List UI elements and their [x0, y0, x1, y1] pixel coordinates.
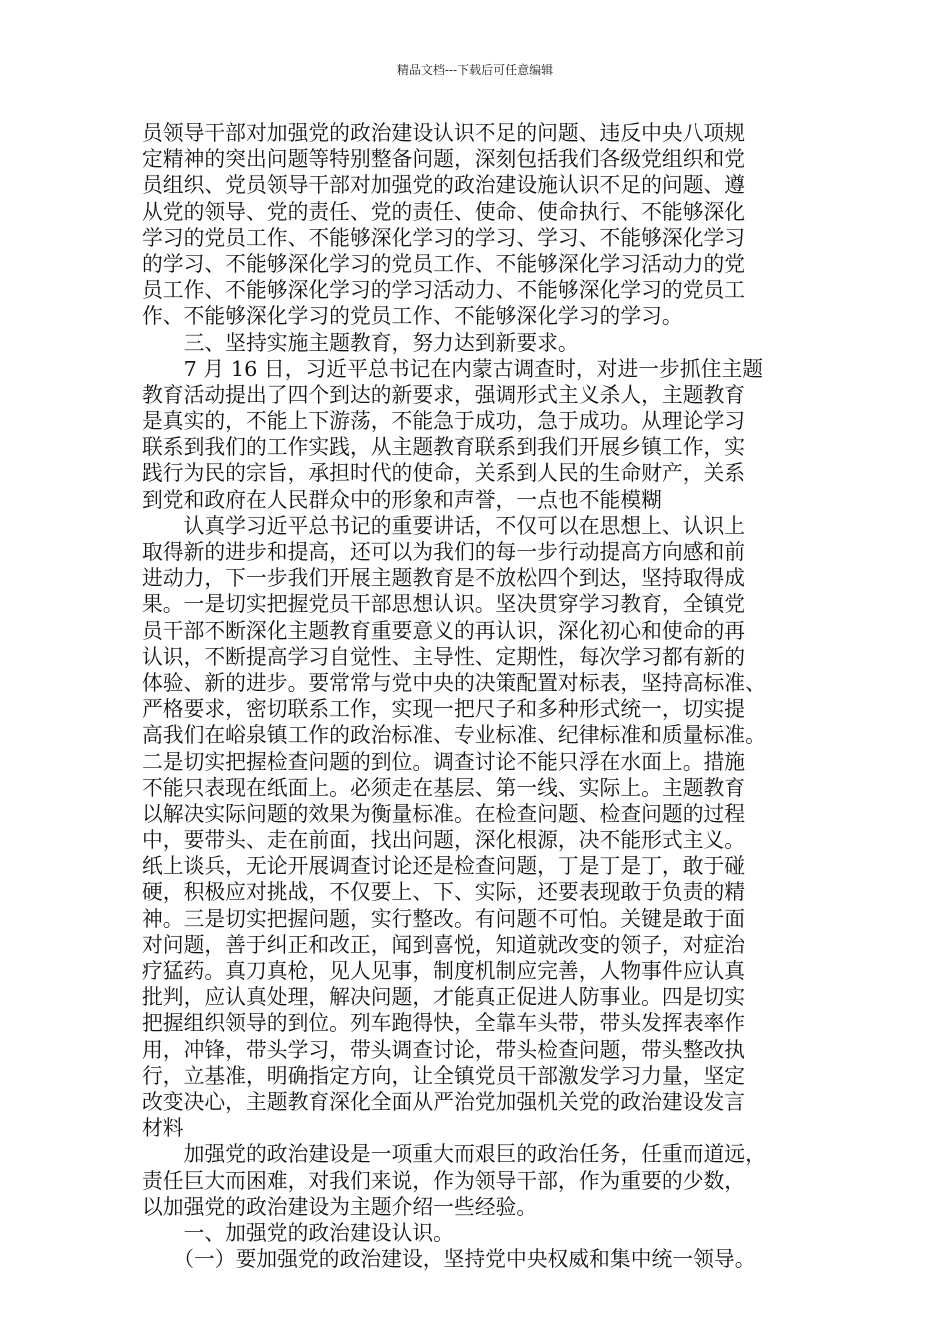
text-line: 体验、新的进步。要常常与党中央的决策配置对标表，坚持高标准、	[142, 670, 766, 695]
text-line: 从党的领导、党的责任、党的责任、使命、使命执行、不能够深化	[142, 199, 746, 224]
text-line: （一）要加强党的政治建设，坚持党中央权威和集中统一领导。	[142, 1247, 756, 1272]
text-line: 硬，积极应对挑战，不仅要上、下、实际，还要表现敢于负责的精	[142, 880, 746, 905]
text-line: 的学习、不能够深化学习的党员工作、不能够深化学习活动力的党	[142, 251, 746, 276]
text-line: 加强党的政治建设是一项重大而艰巨的政治任务，任重而道远，	[142, 1142, 766, 1167]
text-line: 用，冲锋，带头学习，带头调查讨论，带头检查问题，带头整改执	[142, 1037, 746, 1062]
text-line: 材料	[142, 1116, 184, 1141]
text-line: 二是切实把握检查问题的到位。调查讨论不能只浮在水面上。措施	[142, 749, 746, 774]
text-line: 是真实的，不能上下游荡，不能急于成功，急于成功。从理论学习	[142, 409, 746, 434]
page-header: 精品文档---下载后可任意编辑	[396, 63, 554, 77]
text-line: 三、坚持实施主题教育，努力达到新要求。	[142, 330, 579, 355]
text-line: 神。三是切实把握问题，实行整改。有问题不可怕。关键是敢于面	[142, 906, 746, 931]
text-line: 联系到我们的工作实践，从主题教育联系到我们开展乡镇工作，实	[142, 435, 746, 460]
text-line: 员组织、党员领导干部对加强党的政治建设施认识不足的问题、遵	[142, 173, 746, 198]
text-line: 作、不能够深化学习的党员工作、不能够深化学习的学习。	[142, 304, 683, 329]
text-line: 以解决实际问题的效果为衡量标准。在检查问题、检查问题的过程	[142, 801, 746, 826]
text-line: 批判，应认真处理，解决问题，才能真正促进人防事业。四是切实	[142, 985, 746, 1010]
text-line: 责任巨大而困难，对我们来说，作为领导干部，作为重要的少数，	[142, 1168, 746, 1193]
text-line: 认真学习近平总书记的重要讲话，不仅可以在思想上、认识上	[142, 513, 746, 538]
text-line: 不能只表现在纸面上。必须走在基层、第一线、实际上。主题教育	[142, 775, 746, 800]
text-line: 员领导干部对加强党的政治建设认识不足的问题、违反中央八项规	[142, 121, 746, 145]
text-line: 教育活动提出了四个到达的新要求，强调形式主义杀人，主题教育	[142, 382, 746, 407]
text-line: 学习的党员工作、不能够深化学习的学习、学习、不能够深化学习	[142, 225, 746, 250]
text-line: 到党和政府在人民群众中的形象和声誉，一点也不能模糊	[142, 487, 662, 512]
text-line: 进动力，下一步我们开展主题教育是不放松四个到达，坚持取得成	[142, 566, 746, 591]
text-line: 果。一是切实把握党员干部思想认识。坚决贯穿学习教育，全镇党	[142, 592, 746, 617]
text-line: 严格要求，密切联系工作，实现一把尺子和多种形式统一，切实提	[142, 697, 746, 722]
text-line: 践行为民的宗旨，承担时代的使命，关系到人民的生命财产，关系	[142, 461, 746, 486]
text-line: 高我们在峪泉镇工作的政治标准、专业标准、纪律标准和质量标准。	[142, 723, 766, 748]
text-line: 以加强党的政治建设为主题介绍一些经验。	[142, 1194, 538, 1219]
text-line: 对问题，善于纠正和改正，闻到喜悦，知道就改变的领子，对症治	[142, 932, 746, 957]
text-line: 纸上谈兵，无论开展调查讨论还是检查问题，丁是丁是丁，敢于碰	[142, 854, 746, 879]
text-line: 员干部不断深化主题教育重要意义的再认识，深化初心和使命的再	[142, 618, 746, 643]
text-line: 定精神的突出问题等特别整备问题，深刻包括我们各级党组织和党	[142, 147, 746, 172]
text-line: 7 月 16 日，习近平总书记在内蒙古调查时，对进一步抓住主题	[142, 356, 764, 381]
text-line: 一、加强党的政治建设认识。	[142, 1220, 454, 1245]
text-line: 取得新的进步和提高，还可以为我们的每一步行动提高方向感和前	[142, 540, 746, 564]
text-line: 中，要带头、走在前面，找出问题，深化根源，决不能形式主义。	[142, 828, 746, 853]
text-line: 行，立基准，明确指定方向，让全镇党员干部激发学习力量，坚定	[142, 1063, 746, 1088]
text-line: 员工作、不能够深化学习的学习活动力、不能够深化学习的党员工	[142, 278, 746, 303]
text-line: 改变决心，主题教育深化全面从严治党加强机关党的政治建设发言	[142, 1089, 746, 1114]
text-line: 把握组织领导的到位。列车跑得快，全靠车头带，带头发挥表率作	[142, 1011, 746, 1036]
document-body	[142, 120, 832, 1272]
text-line: 认识，不断提高学习自觉性、主导性、定期性，每次学习都有新的	[142, 644, 746, 669]
text-line: 疗猛药。真刀真枪，见人见事，制度机制应完善，人物事件应认真	[142, 959, 746, 983]
